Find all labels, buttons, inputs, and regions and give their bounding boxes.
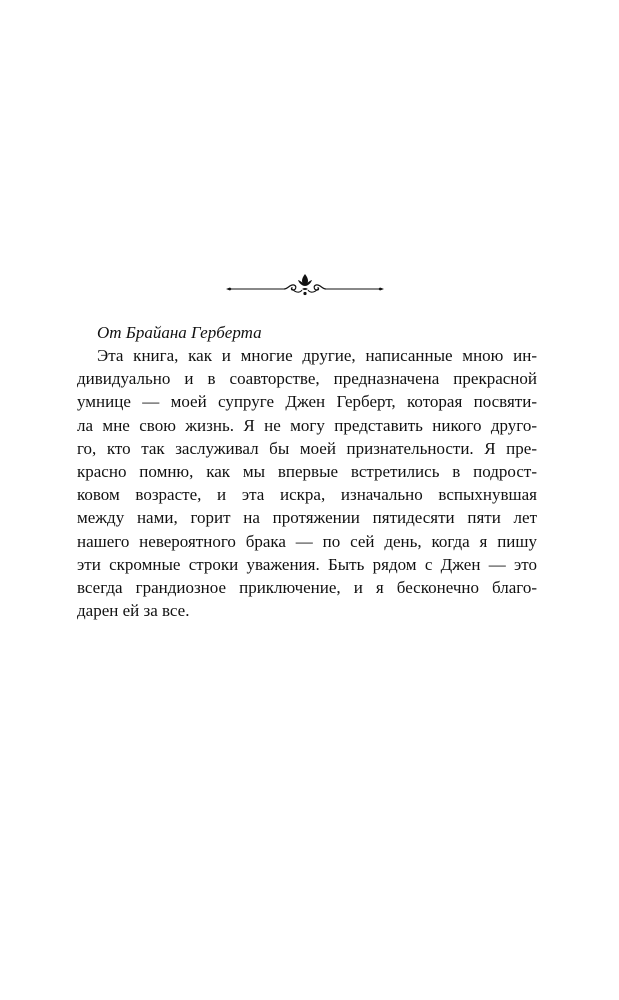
paragraph-line: дивидуально и в соавторстве, предназначена прекрасной (77, 369, 537, 389)
dedication-heading: От Брайана Герберта (97, 323, 262, 342)
paragraph-line: Эта книга, как и многие другие, написанные мною ин- (97, 346, 537, 365)
paragraph-line: дарен ей за все. (77, 601, 190, 621)
paragraph-line: между нами, горит на протяжении пятидесяти пяти лет (77, 508, 537, 528)
fleuron-divider-icon (226, 270, 384, 300)
paragraph-line: эти скромные строки уважения. Быть рядом с Джен — это (77, 554, 537, 574)
paragraph-line: красно помню, как мы впервые встретились в подрост- (77, 461, 537, 481)
paragraph-line: умнице — моей супруге Джен Герберт, которая посвяти- (77, 392, 537, 412)
paragraph-line: всегда грандиозное приключение, и я бесконечно благо- (77, 577, 537, 597)
paragraph-line: ла мне свою жизнь. Я не могу представить никого друго- (77, 415, 537, 435)
paragraph-line: ковом возрасте, и эта искра, изначально вспыхнувшая (77, 485, 537, 505)
paragraph-line: нашего невероятного брака — по сей день, когда я пишу (77, 531, 537, 551)
dedication-paragraph (77, 344, 537, 622)
paragraph-line: го, кто так заслуживал бы моей признательности. Я пре- (77, 438, 537, 458)
